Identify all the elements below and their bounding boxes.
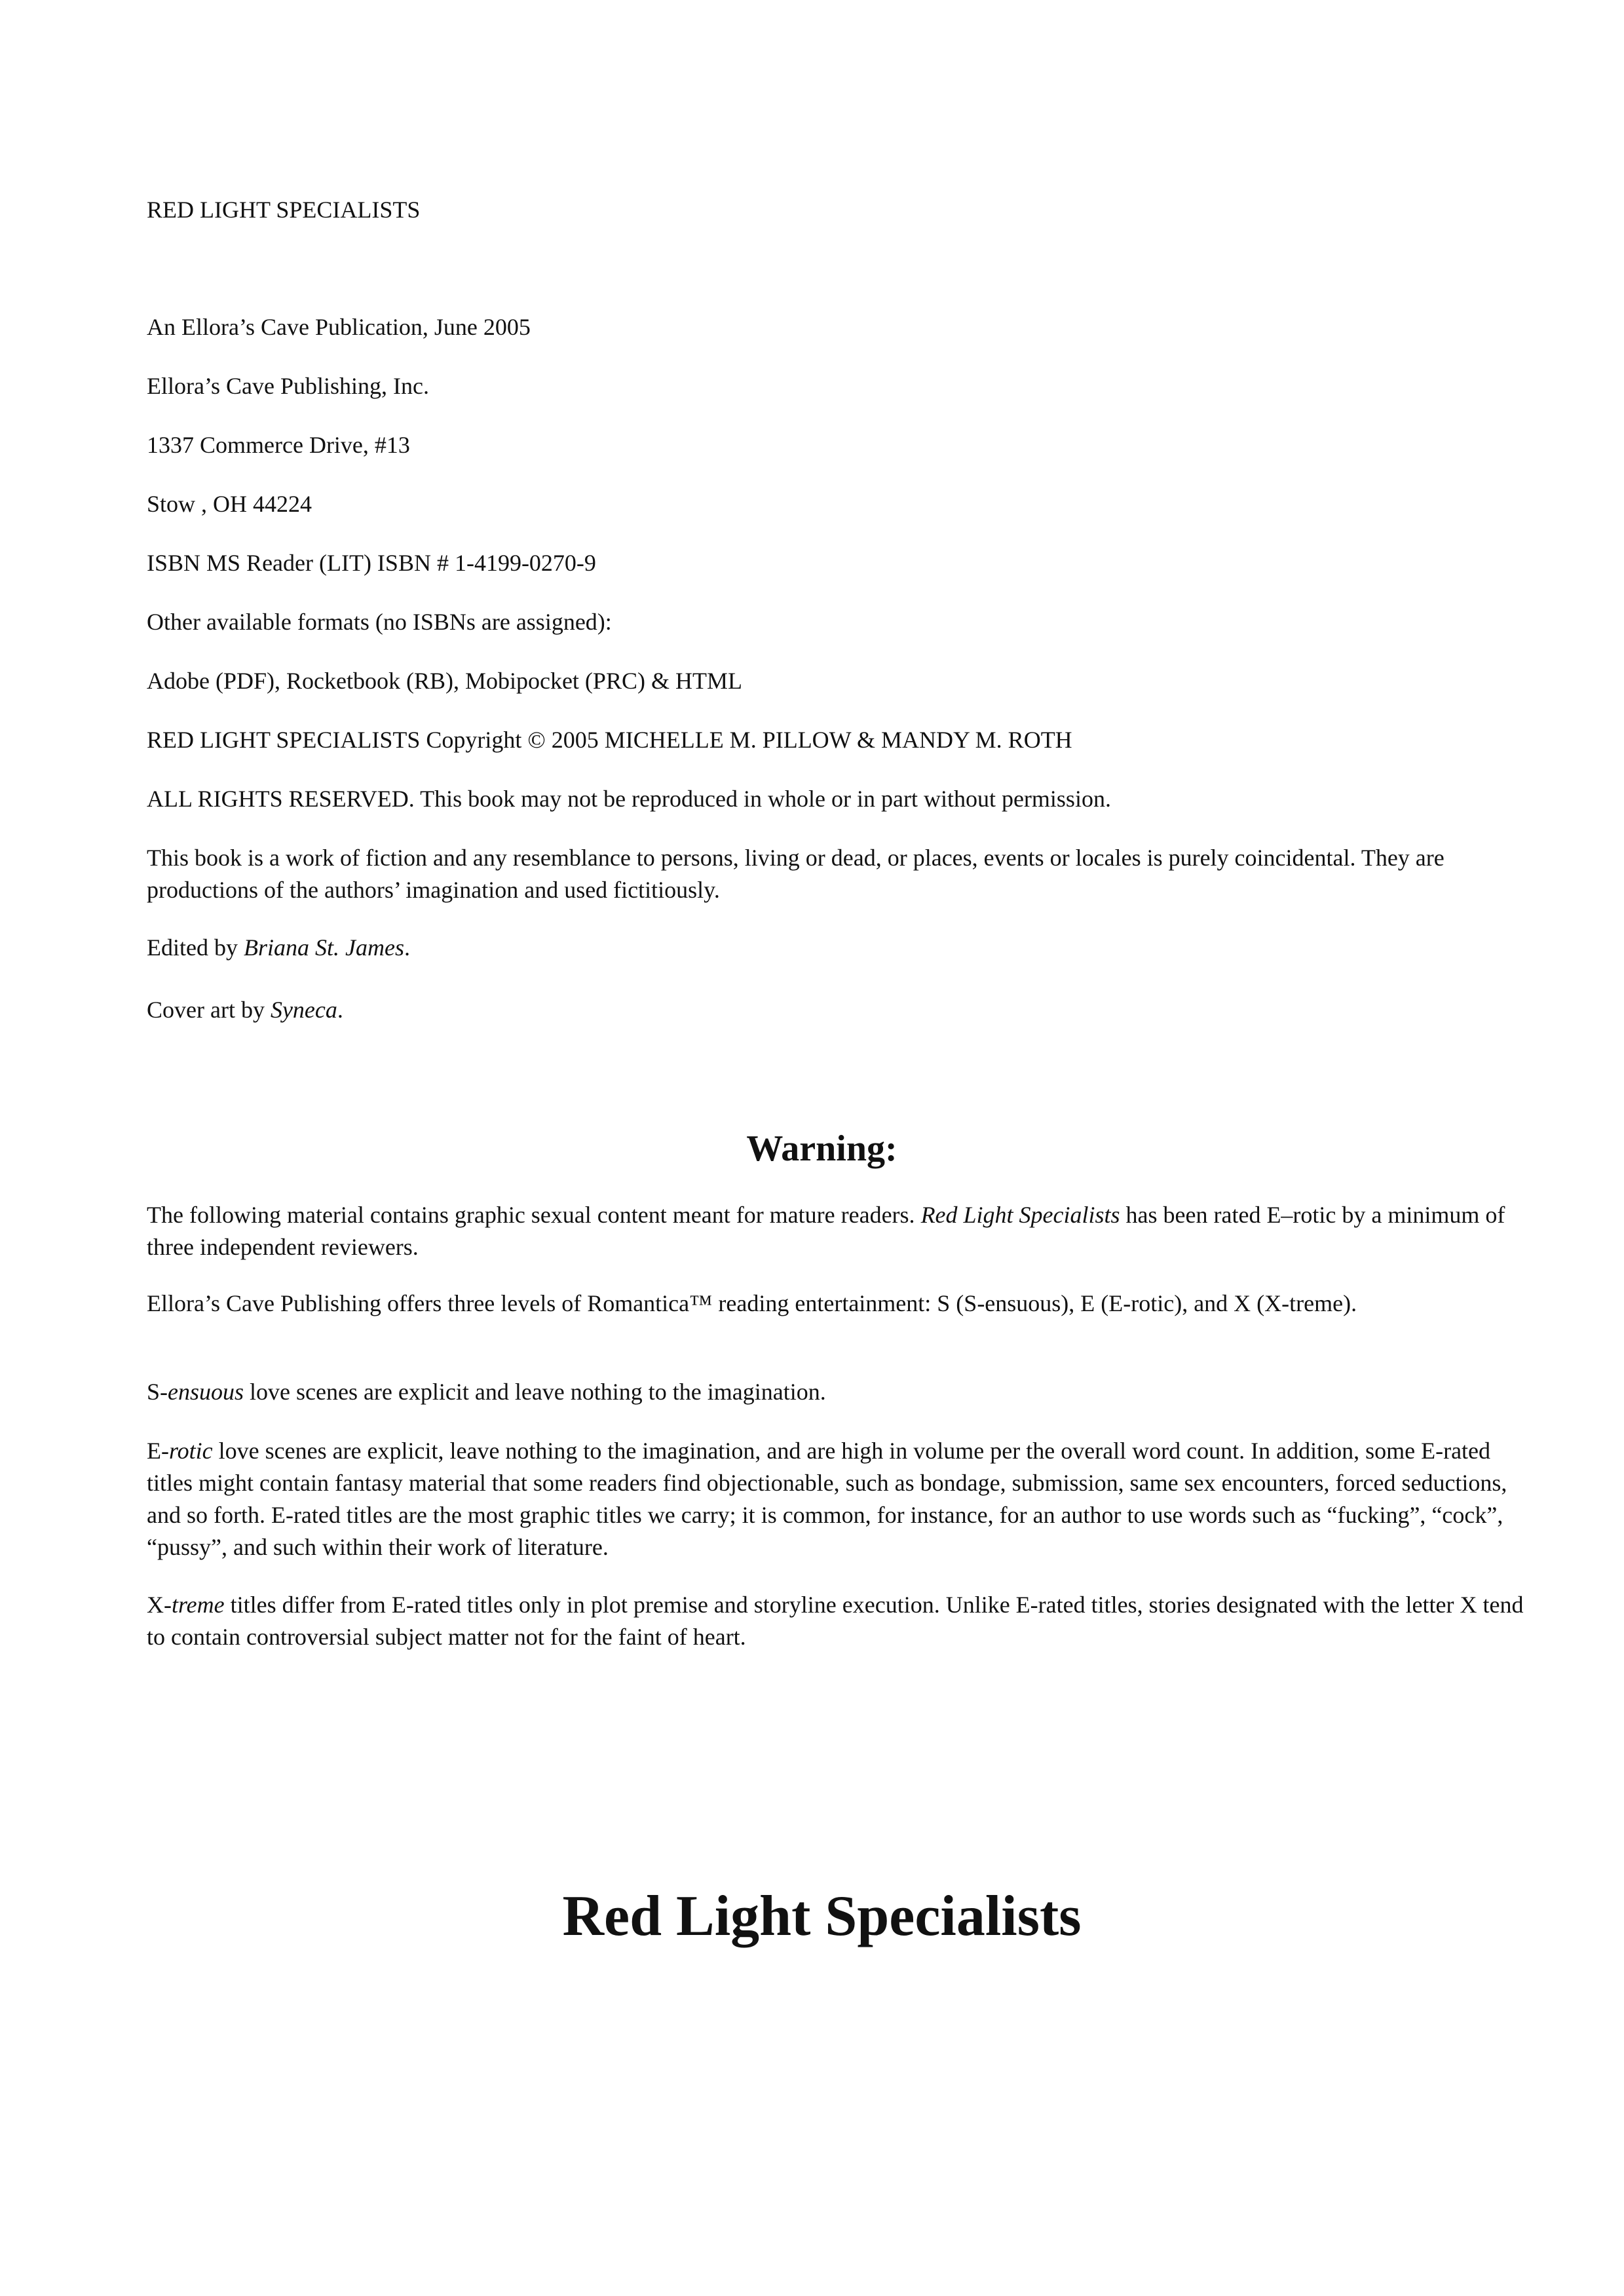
fiction-notice: This book is a work of fiction and any resemblance to persons, living or dead, or places, events or locales is purely coincidental. They are productions of the authors’ imagination and used fictitiously. [147, 845, 1445, 903]
formats-list-line: Adobe (PDF), Rocketbook (RB), Mobipocket (PRC) & HTML [147, 668, 742, 694]
cover-artist: Syneca [270, 997, 337, 1023]
warning-p5-italic: treme [172, 1592, 225, 1618]
cover-suffix: . [337, 997, 343, 1023]
warning-p3-prefix: S- [147, 1379, 168, 1405]
warning-paragraph-3 [147, 1376, 1529, 1408]
cover-prefix: Cover art by [147, 997, 271, 1023]
warning-p5-prefix: X- [147, 1592, 172, 1618]
address-line-1: 1337 Commerce Drive, #13 [147, 432, 410, 458]
book-title: Red Light Specialists [562, 1885, 1082, 1948]
warning-paragraph-1 [147, 1199, 1529, 1263]
edited-prefix: Edited by [147, 934, 244, 961]
warning-paragraph-4 [147, 1435, 1529, 1563]
publisher-line: Ellora’s Cave Publishing, Inc. [147, 373, 429, 399]
warning-paragraph-5 [147, 1589, 1529, 1653]
warning-p4-suffix: love scenes are explicit, leave nothing to the imagination, and are high in volume per the overall word count. In addition, some E-rated titles might contain fantasy material that some readers find objectionable, such as bondage, submission, same sex encounters, forced seductions, and so forth. E-rated titles are the most graphic titles we carry; it is common, for instance, for an author to use words such as “fucking”, “cock”, “pussy”, and such within their work of literature. [147, 1438, 1507, 1560]
warning-p5-suffix: titles differ from E-rated titles only in plot premise and storyline execution. Unlike E-rated titles, stories designated with the letter X tend to contain controversial subject matter not for the faint of heart. [147, 1592, 1524, 1650]
warning-p3-suffix: love scenes are explicit and leave nothing to the imagination. [244, 1379, 826, 1405]
formats-intro-line: Other available formats (no ISBNs are assigned): [147, 609, 612, 635]
edited-by-line [147, 932, 1522, 964]
publication-line: An Ellora’s Cave Publication, June 2005 [147, 314, 531, 340]
copyright-line: RED LIGHT SPECIALISTS Copyright © 2005 MICHELLE M. PILLOW & MANDY M. ROTH [147, 727, 1072, 753]
address-line-2: Stow , OH 44224 [147, 491, 312, 517]
warning-paragraph-2: Ellora’s Cave Publishing offers three levels of Romantica™ reading entertainment: S (S-ensuous), E (E-rotic), and X (X-treme). [147, 1290, 1357, 1316]
warning-heading: Warning: [746, 1128, 897, 1169]
rights-line: ALL RIGHTS RESERVED. This book may not be reproduced in whole or in part without permission. [147, 786, 1111, 812]
title-line: RED LIGHT SPECIALISTS [147, 197, 421, 223]
warning-p4-prefix: E- [147, 1438, 169, 1464]
warning-p4-italic: rotic [168, 1438, 213, 1464]
warning-p1-suffix: has been rated E–rotic by a minimum of three independent reviewers. [147, 1202, 1505, 1260]
warning-p3-italic: ensuous [168, 1379, 244, 1405]
editor-name: Briana St. James [243, 934, 404, 961]
edited-suffix: . [404, 934, 410, 961]
warning-p1-prefix: The following material contains graphic sexual content meant for mature readers. [147, 1202, 921, 1228]
cover-art-line [147, 994, 1522, 1026]
warning-p1-title: Red Light Specialists [920, 1202, 1120, 1228]
isbn-line: ISBN MS Reader (LIT) ISBN # 1-4199-0270-9 [147, 550, 596, 576]
